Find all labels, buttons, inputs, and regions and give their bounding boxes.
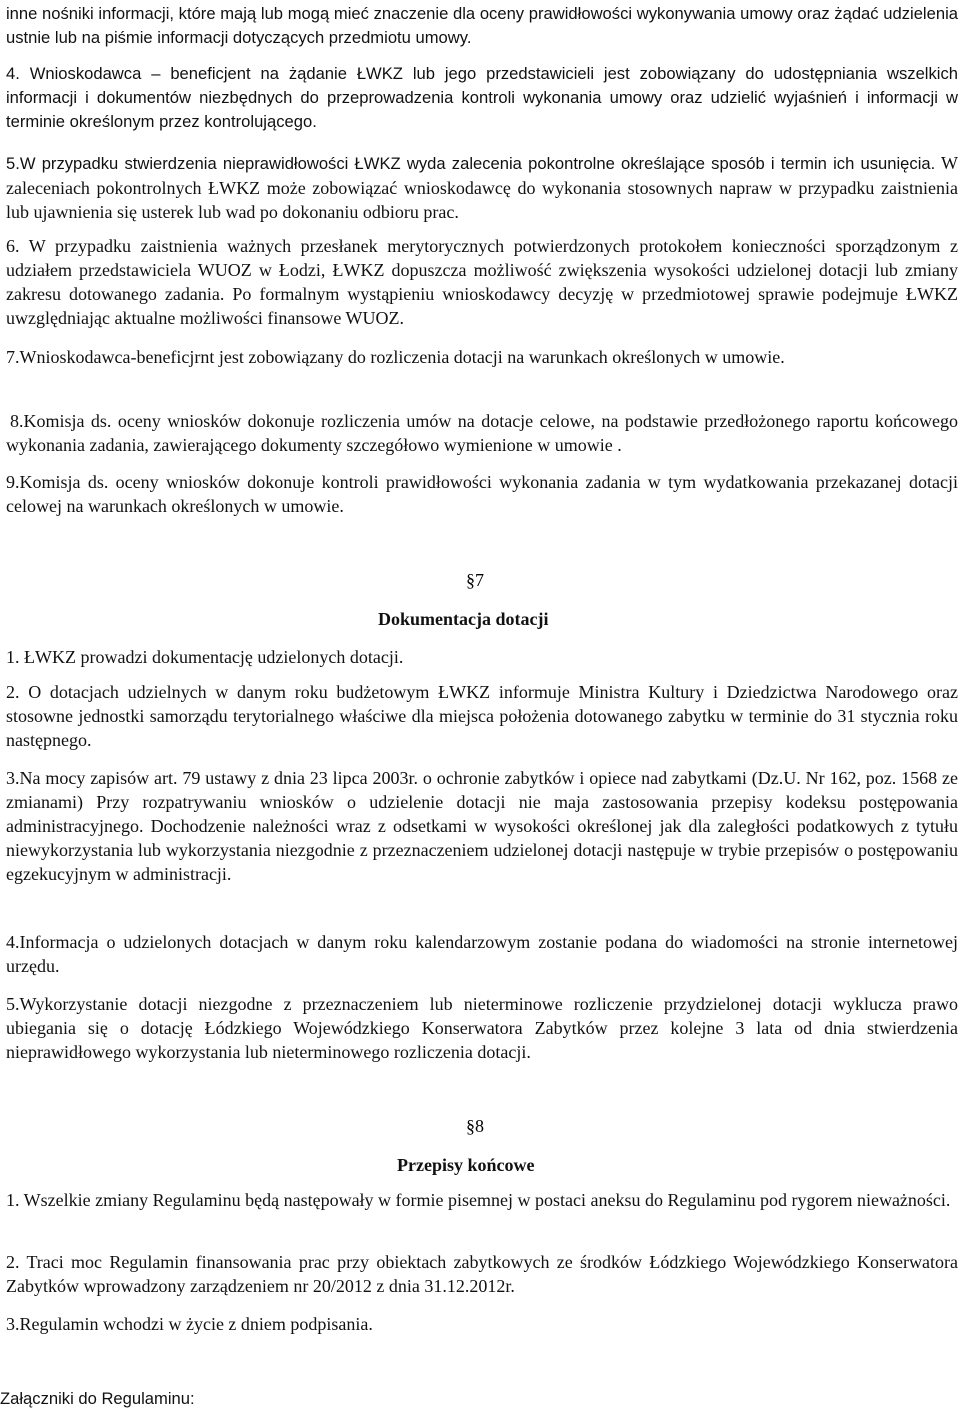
paragraph-9 [6,470,958,518]
section-8-number-text: 8 [475,1116,484,1136]
paragraph-9-part-b: oceny wniosków dokonuje kontroli prawidłowości wykonania zadania w tym wydatkowania przekazanej dotacji celowej na warunkach określonych w umowie. [6,472,958,516]
section-7-item-1: 1. ŁWKZ prowadzi dokumentację udzielonych dotacji. [6,647,404,667]
section-8-item-1: 1. Wszelkie zmiany Regulaminu będą następowały w formie pisemnej w postaci aneksu do Regulaminu pod rygorem nieważności. [6,1190,951,1210]
section-7-number-text: 7 [475,570,484,590]
section-7-title: Dokumentacja dotacji [378,609,549,629]
paragraph-8-part-a: 8.Komisja ds. [10,411,112,431]
paragraph-4: 4. Wnioskodawca – beneficjent na żądanie ŁWKZ lub jego przedstawicieli jest zobowiązany do udostępniania wszelkich informacji i dokumentów niezbędnych do przeprowadzenia kontroli wykonania umowy oraz udzielić wyjaśnień i informacji w terminie określonym przez kontrolującego. [6,64,958,131]
section-7-number [466,568,484,592]
paragraph-6-part-b: Po formalnym wystąpieniu wnioskodawcy decyzję w przedmiotowej sprawie podejmuje ŁWKZ uwzględniając aktualne możliwości finansowe WUOZ. [6,284,958,328]
section-7-item-4: 4.Informacja o udzielonych dotacjach w danym roku kalendarzowym zostanie podana do wiadomości na stronie internetowej urzędu. [6,932,958,976]
section-8-title: Przepisy końcowe [397,1155,535,1175]
paragraph-6-part-a: 6. W przypadku zaistnienia ważnych przesłanek merytorycznych potwierdzonych protokołem konieczności sporządzonym z udziałem przedstawiciela WUOZ w Łodzi, ŁWKZ dopuszcza możliwość zwiększenia wysokości udzielonej dotacji lub zmiany zakresu dotowanego zadania. [6,236,958,304]
section-8-item-3: 3.Regulamin wchodzi w życie z dniem podpisania. [6,1314,373,1334]
section-7-item-3: 3.Na mocy zapisów art. 79 ustawy z dnia 23 lipca 2003r. o ochronie zabytków i opiece nad zabytkami (Dz.U. Nr 162, poz. 1568 ze zmianami) Przy rozpatrywaniu wniosków o udzielenie dotacji nie maja zastosowania przepisy kodeksu postępowania administracyjnego. Dochodzenie należności wraz z odsetkami w wysokości określonej jak dla zaległości podatkowych z tytułu niewykorzystania lub wykorzystania niezgodnie z przeznaczeniem udzielonej dotacji następuje w trybie przepisów o postępowaniu egzekucyjnym w administracji. [6,768,958,884]
section-8-number [466,1114,484,1138]
paragraph-5-part-b: W zaleceniach pokontrolnych ŁWKZ może zobowiązać wnioskodawcę do wykonania stosownych napraw w przypadku zaistnienia lub ujawnienia się usterek lub wad po dokonaniu odbioru prac. [6,153,958,222]
section-sign-8: § [466,1116,475,1136]
section-7-item-5: 5.Wykorzystanie dotacji niezgodne z przeznaczeniem lub nieterminowe rozliczenie przydzielonej dotacji wyklucza prawo ubiegania się o dotację Łódzkiego Wojewódzkiego Konserwatora Zabytków przez kolejne 3 lata od dnia stwierdzenia nieprawidłowego wykorzystania lub nieterminowego rozliczenia dotacji. [6,994,958,1062]
section-sign-7: § [466,570,475,590]
paragraph-intro: inne nośniki informacji, które mają lub mogą mieć znaczenie dla oceny prawidłowości wykonywania umowy oraz żądać udzielenia ustnie lub na piśmie informacji dotyczących przedmiotu umowy. [6,4,958,47]
paragraph-8-part-b: oceny wniosków dokonuje rozliczenia umów na dotacje celowe, na podstawie przedłożonego raportu końcowego wykonania zadania, zawierającego dokumenty szczegółowo wymienione w umowie . [6,411,958,455]
paragraph-5-part-a: 5.W przypadku stwierdzenia nieprawidłowości ŁWKZ wyda zalecenia pokontrolne określające sposób i termin ich usunięcia. [6,154,936,173]
paragraph-7: 7.Wnioskodawca-beneficjrnt jest zobowiązany do rozliczenia dotacji na warunkach określonych w umowie. [6,347,785,367]
section-7-item-2: 2. O dotacjach udzielnych w danym roku budżetowym ŁWKZ informuje Ministra Kultury i Dziedzictwa Narodowego oraz stosowne jednostki samorządu terytorialnego właściwe dla miejsca położenia dotowanego zabytku w terminie do 31 stycznia roku następnego. [6,682,958,750]
paragraph-9-part-a: 9.Komisja ds. [6,472,109,492]
section-8-item-2: 2. Traci moc Regulamin finansowania prac przy obiektach zabytkowych ze środków Łódzkiego Wojewódzkiego Konserwatora Zabytków wprowadzony zarządzeniem nr 20/2012 z dnia 31.12.2012r. [6,1252,958,1296]
attachments-label: Załączniki do Regulaminu: [0,1389,195,1408]
paragraph-6 [6,234,958,330]
paragraph-8 [6,409,958,457]
paragraph-5 [6,151,958,224]
